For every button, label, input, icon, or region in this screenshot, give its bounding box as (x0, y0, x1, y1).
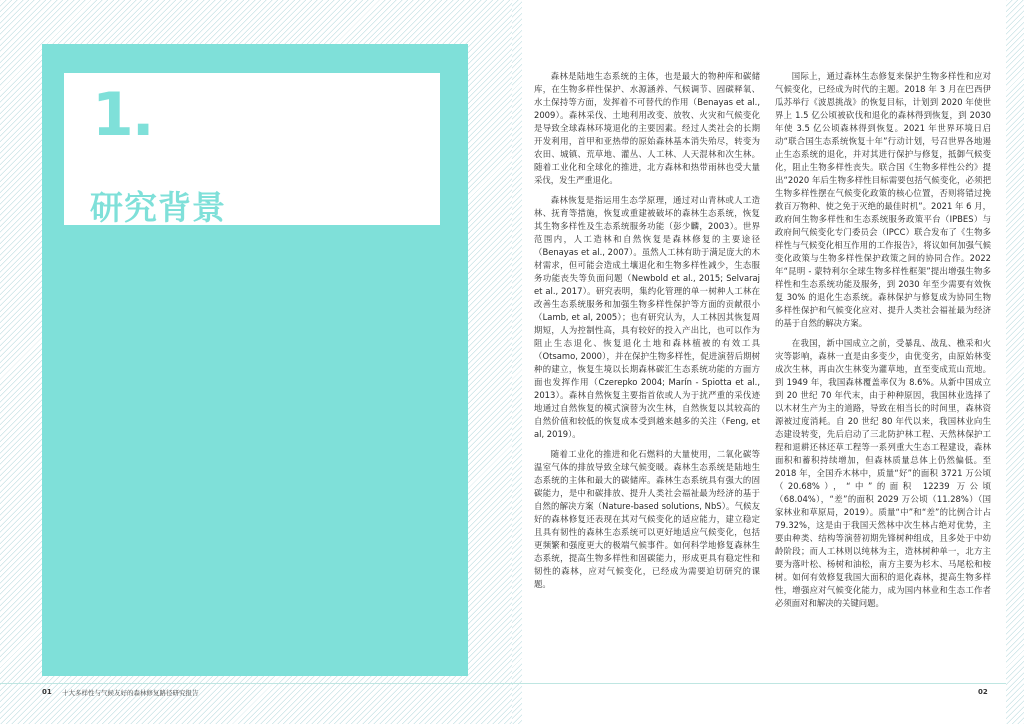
paragraph: 森林是陆地生态系统的主体，也是最大的物种库和碳储库，在生物多样性保护、水源涵养、气候调节、固碳释氧、水土保持等方面，发挥着不可替代的作用（Benayas et al., 2009）。森林采伐、土地利用改变、放牧、火灾和气候变化是导致全球森林环境退化的主要因素。经过人类社会的长期开发利用，首甲和亚热带的原始森林基本消失殆尽，转变为农田、城镇、荒草地、灌丛、人工林、人天混林和次生林。随着工业化和全球化的推进，北方森林和热带雨林也受大量采伐，发生严重退化。 (534, 71, 760, 185)
hatch-strip-right (1006, 0, 1024, 724)
footer-report-title: 十大多样性与气候友好的森林修复路径研究报告 (62, 689, 199, 697)
page-number-left: 01 (42, 688, 52, 696)
body-column-left (534, 70, 760, 598)
page-number-right: 02 (978, 688, 988, 696)
paragraph: 在我国，新中国成立之前，受暴乱、战乱、樵采和火灾等影响，森林一直是由多变少，由优变劣，由原始林变成次生林，再由次生林变为灌草地，直至变成荒山荒地。到 1949 年，我国森林覆盖率仅为 8.6%。从新中国成立到 20 世纪 70 年代末，由于种种原因，我国林业选择了以木材生产为主的道路，导致在相当长的时间里，森林资源被过度消耗。自 20 世纪 80 年代以来，我国林业向生态建设转变，先后启动了三北防护林工程、天然林保护工程和退耕还林还草工程等一系列重大生态工程建设，森林面积和蓄积持续增加，但森林质量总体上仍然偏低。至 2018 年，全国乔木林中，质量“好”的面积 3721 万公顷（20.68%），“中”的面积 12239 万公顷（68.04%），“差”的面积 2029 万公顷（11.28%）（国家林业和草原局，2019）。质量“中”和“差”的比例合计占 79.32%，这是由于我国天然林中次生林占绝对优势，主要由种类、结构等演替初期先锋树种组成，且多处于中幼龄阶段；而人工林则以纯林为主，造林树种单一，北方主要为落叶松、杨树和油松，南方主要为杉木、马尾松和桉树。如何有效修复我国大面积的退化森林，提高生物多样性，增强应对气候变化能力，成为国内林业和生态工作者必须面对和解决的关键问题。 (775, 338, 991, 608)
body-column-right (775, 70, 991, 617)
chapter-title: 研究背景 (90, 188, 226, 227)
paragraph: 森林恢复是指运用生态学原理，通过对山青林或人工造林、抚育等措施，恢复或重建被破坏的森林生态系统，恢复其生物多样性及生态系统服务功能（彭少麟，2003）。世界范围内，人工造林和自然恢复是森林修复的主要途径（Benayas et al., 2007）。虽然人工林有助于满足庞大的木材需求，但可能会造成土壤退化和生物多样性减少，生态服务功能丧失等负面问题（Newbold et al., 2015; Selvaraj et al., 2017）。研究表明，集约化管理的单一树种人工林在改善生态系统服务和加强生物多样性保护等方面的贡献很小（Lamb, et al, 2005）；也有研究认为，人工林因其恢复周期短，人为控制性高，具有较好的投入产出比，也可以作为阻止生态退化、恢复退化土地和森林植被的有效工具（Otsamo, 2000），并在保护生物多样性，促进演替后期树种的建立，恢复生境以长期森林碳汇生态系统功能的方面方面也发挥作用（Czerepko 2004; Marín - Spiotta et al., 2013）。森林自然恢复主要指首依或人为于扰严重的采伐迹地通过自然恢复的模式演替为次生林，自然恢复以其较高的自然价值和较低的恢复成本受到越来越多的关注（Feng, et al, 2019）。 (534, 195, 760, 439)
footer-divider-right (512, 683, 1006, 684)
paragraph: 国际上，通过森林生态修复来保护生物多样性和应对气候变化，已经成为时代的主题。2018 年 3 月在巴西伊瓜苏举行《波恩挑战》的恢复目标，计划到 2020 年使世界上 1.5 亿公顷被砍伐和退化的森林得到恢复，到 2030 年使 3.5 亿公顷森林得到恢复。2021 年世界环境日启动“联合国生态系统恢复十年”行动计划，号召世界各地遏止生态系统的退化，并对其进行保护与修复，抵御气候变化，阻止生物多样性丧失。联合国《生物多样性公约》提出“2020 年后生物多样性目标需要包括气候变化，必须把生物多样性摆在气候变化政策的核心位置，否则将错过挽救百万物种、使之免于灭绝的最佳时机”。2021 年 6 月，政府间生物多样性和生态系统服务政策平台（IPBES）与政府间气候变化专门委员会（IPCC）联合发布了《生物多样性与气候变化相互作用的工作报告》，将议如何加强气候变化政策与生物多样性保护政策之间的协同合作。2022 年“昆明 - 蒙特利尔全球生物多样性框架”提出增强生物多样性和生态系统功能及服务，到 2030 年至少需要有效恢复 30% 的退化生态系统。森林保护与修复成为协同生物多样性保护和气候变化应对、提升人类社会福祉最为经济的基于自然的解决方案。 (775, 71, 991, 328)
chapter-number: 1. (92, 80, 153, 150)
hatch-strip-left (512, 0, 522, 724)
paragraph: 随着工业化的推进和化石燃料的大量使用，二氧化碳等温室气体的排放导致全球气候变暖。森林生态系统是陆地生态系统的主体和最大的碳储库。森林生态系统具有强大的固碳能力，是中和碳排放、提升人类社会福祉最为经济的基于自然的解决方案（Nature-based solutions, NbS）。气候友好的森林修复还表现在其对气候变化的适应能力，建立稳定且具有韧性的森林生态系统可以更好地适应气候变化，包括更频繁和强度更大的极端气候事件。如何科学地修复森林生态系统，提高生物多样性和固碳能力，形成更具有稳定性和韧性的森林，应对气候变化，已经成为需要迫切研究的课题。 (534, 449, 760, 589)
footer-divider (0, 683, 512, 684)
